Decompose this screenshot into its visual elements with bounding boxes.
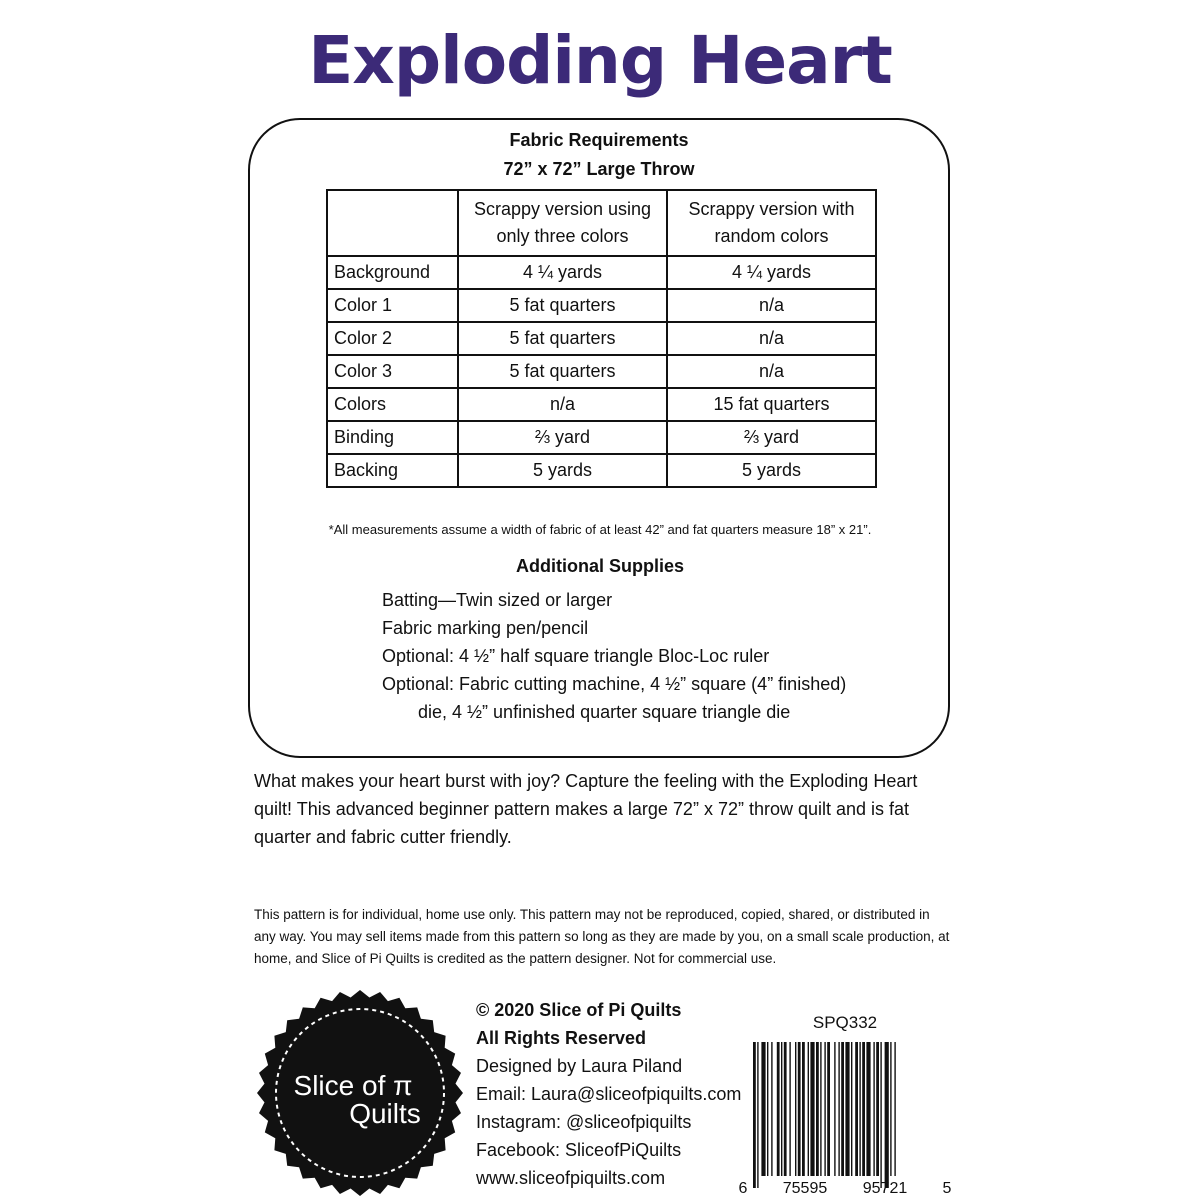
table-cell: 5 yards (458, 454, 667, 487)
table-header-cell: Scrappy version with random colors (667, 190, 876, 256)
table-cell: ⅔ yard (667, 421, 876, 454)
table-cell: Colors (327, 388, 458, 421)
list-item: Optional: 4 ½” half square triangle Bloc-Loc ruler (382, 646, 770, 666)
barcode-digit-right: 5 (942, 1180, 952, 1197)
table-header-cell (327, 190, 458, 256)
pattern-description: What makes your heart burst with joy? Capture the feeling with the Exploding Heart quilt! This advanced beginner pattern makes a large 72” x 72” throw quilt and is fat quarter and fabric cutter friendly. (254, 771, 918, 847)
barcode-bar (777, 1042, 780, 1176)
list-item: Fabric marking pen/pencil (382, 618, 589, 638)
quilt-size-heading: 72” x 72” Large Throw (503, 159, 695, 179)
copyright-line: © 2020 Slice of Pi Quilts (476, 1000, 682, 1020)
supplies-list (382, 586, 846, 726)
barcode-bar (781, 1042, 782, 1176)
table-row (327, 454, 876, 487)
table-row (327, 355, 876, 388)
email-line: Email: Laura@sliceofpiquilts.com (476, 1084, 742, 1104)
barcode-bar (810, 1042, 814, 1176)
measurement-footnote: *All measurements assume a width of fabric of at least 42” and fat quarters measure 18” x 21”. (328, 522, 872, 537)
table-header-cell: Scrappy version using only three colors (458, 190, 667, 256)
table-row (327, 289, 876, 322)
barcode-bar (866, 1042, 870, 1176)
table-cell: n/a (667, 322, 876, 355)
barcode-bar (824, 1042, 825, 1176)
barcode-bar (838, 1042, 839, 1176)
table-cell: 15 fat quarters (667, 388, 876, 421)
list-item: Batting—Twin sized or larger (382, 590, 613, 610)
barcode-bar (771, 1042, 772, 1176)
barcode-bars (753, 1042, 896, 1188)
instagram-line: Instagram: @sliceofpiquilts (476, 1112, 692, 1132)
barcode-bar (855, 1042, 858, 1176)
barcode-bar (816, 1042, 819, 1176)
barcode-bar (789, 1042, 790, 1176)
barcode-bar (880, 1042, 881, 1188)
rights-line: All Rights Reserved (476, 1028, 647, 1048)
barcode-bar (808, 1042, 809, 1176)
logo-line-2: Quilts (349, 1098, 421, 1129)
table-cell: n/a (458, 388, 667, 421)
facebook-line: Facebook: SliceofPiQuilts (476, 1140, 682, 1160)
barcode-bar (757, 1042, 758, 1188)
fabric-requirements-table (326, 189, 877, 488)
sku-code: SPQ332 (812, 1013, 878, 1032)
designer-line: Designed by Laura Piland (476, 1056, 683, 1076)
barcode-bar (761, 1042, 765, 1176)
barcode-bar (820, 1042, 821, 1176)
barcode (735, 1038, 955, 1200)
table-cell: Binding (327, 421, 458, 454)
barcode-digit-left: 6 (738, 1180, 748, 1197)
credits-block (476, 996, 741, 1192)
table-cell: Backing (327, 454, 458, 487)
table-cell: n/a (667, 355, 876, 388)
barcode-bar (767, 1042, 768, 1176)
usage-notice: This pattern is for individual, home use only. This pattern may not be reproduced, copied, shared, or distributed in any way. You may sell items made from this pattern so long as they are made by you, on a small scale production, at home, and Slice of Pi Quilts is credited as the pattern designer. Not for commercial use. (254, 907, 950, 966)
logo-line-1: Slice of π (293, 1070, 413, 1101)
list-item: die, 4 ½” unfinished quarter square triangle die (418, 702, 791, 722)
barcode-bar (784, 1042, 787, 1176)
fabric-requirements-heading: Fabric Requirements (509, 130, 689, 150)
table-row (327, 322, 876, 355)
table-cell: 4 ¼ yards (458, 256, 667, 289)
slice-of-pi-logo (255, 988, 465, 1198)
barcode-group-left: 75595 (782, 1180, 828, 1197)
table-cell: 5 fat quarters (458, 289, 667, 322)
barcode-bar (873, 1042, 874, 1176)
page-title: Exploding Heart (308, 22, 892, 99)
table-cell: 5 yards (667, 454, 876, 487)
table-cell: ⅔ yard (458, 421, 667, 454)
website-line: www.sliceofpiquilts.com (476, 1168, 666, 1188)
barcode-bar (851, 1042, 852, 1176)
table-cell: 5 fat quarters (458, 355, 667, 388)
table-cell: Color 1 (327, 289, 458, 322)
barcode-bar (798, 1042, 801, 1176)
barcode-bar (876, 1042, 879, 1176)
table-cell: Background (327, 256, 458, 289)
barcode-bar (802, 1042, 805, 1176)
table-cell: 5 fat quarters (458, 322, 667, 355)
table-cell: n/a (667, 289, 876, 322)
table-cell: 4 ¼ yards (667, 256, 876, 289)
barcode-bar (841, 1042, 844, 1176)
barcode-bar (885, 1042, 889, 1188)
barcode-bar (845, 1042, 849, 1176)
barcode-bar (834, 1042, 835, 1176)
supplies-heading: Additional Supplies (515, 556, 684, 576)
barcode-bar (753, 1042, 756, 1188)
table-row (327, 388, 876, 421)
barcode-bar (894, 1042, 895, 1176)
table-row (327, 421, 876, 454)
barcode-bar (859, 1042, 860, 1176)
table-header-row (327, 190, 876, 256)
table-row (327, 256, 876, 289)
table-cell: Color 3 (327, 355, 458, 388)
barcode-group-right: 95721 (862, 1180, 908, 1197)
barcode-bar (862, 1042, 865, 1176)
table-cell: Color 2 (327, 322, 458, 355)
barcode-bar (890, 1042, 891, 1176)
barcode-bar (827, 1042, 830, 1176)
list-item: Optional: Fabric cutting machine, 4 ½” square (4” finished) (382, 674, 847, 694)
barcode-bar (795, 1042, 796, 1176)
